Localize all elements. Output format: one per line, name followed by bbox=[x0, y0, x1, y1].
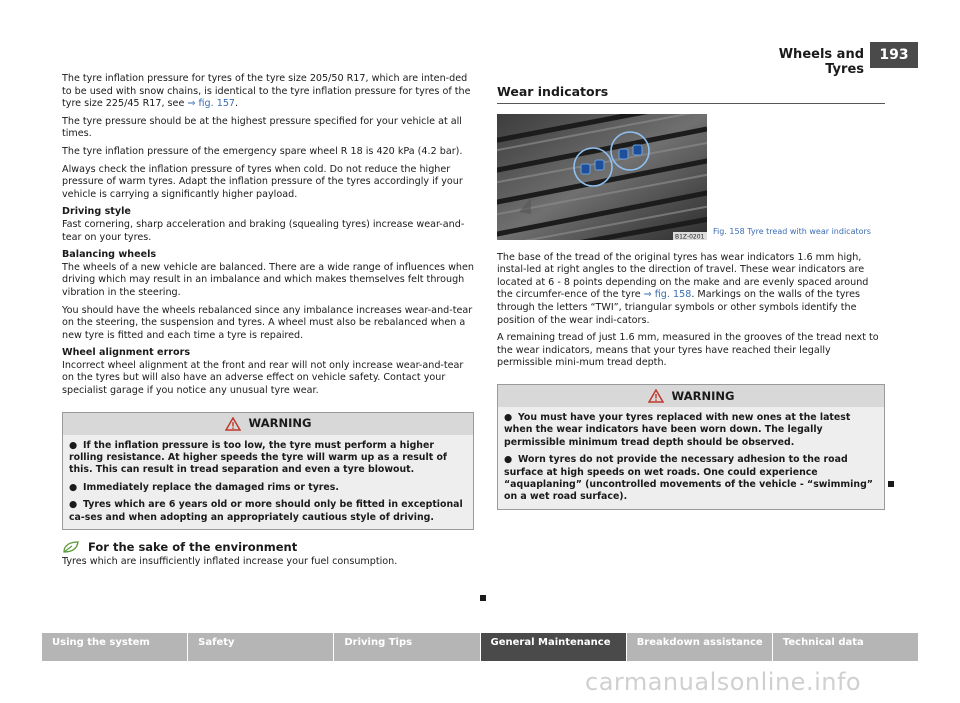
left-column bbox=[62, 73, 474, 574]
warning-body bbox=[498, 407, 884, 509]
warning-text: Immediately replace the damaged rims or tyres. bbox=[83, 481, 339, 493]
paragraph-text: . bbox=[235, 98, 239, 110]
warning-body bbox=[63, 435, 473, 529]
paragraph-text: The tyre inflation pressure for tyres of the tyre size 205/50 R17, which are inten-ded to be used with snow chains, is identical to the tyre inflation pressure for tyres of the tyre size 225/45 R17, see bbox=[62, 73, 471, 110]
page-number: 193 bbox=[870, 42, 918, 68]
warning-item bbox=[69, 499, 467, 524]
chapter-nav-bar bbox=[42, 633, 918, 661]
paragraph-spare-wheel: The tyre inflation pressure of the emergency spare wheel R 18 is 420 kPa (4.2 bar). bbox=[62, 145, 463, 157]
bullet-icon: ● bbox=[69, 439, 78, 451]
nav-tab-safety[interactable]: Safety bbox=[188, 633, 334, 661]
warning-triangle-icon bbox=[648, 389, 664, 403]
warning-item bbox=[69, 440, 467, 477]
environment-leaf-icon bbox=[62, 540, 80, 554]
warning-header bbox=[498, 385, 884, 407]
paragraph-snow-chains bbox=[62, 73, 474, 111]
bullet-icon: ● bbox=[504, 411, 513, 423]
warning-title: WARNING bbox=[248, 416, 312, 431]
paragraph-driving-style: Fast cornering, sharp acceleration and braking (squealing tyres) increase wear-and-tear on your tyres. bbox=[62, 218, 465, 243]
heading-driving-style: Driving style bbox=[62, 206, 131, 218]
environment-title: For the sake of the environment bbox=[88, 539, 298, 554]
figure-158 bbox=[497, 114, 885, 240]
warning-text: Worn tyres do not provide the necessary adhesion to the road surface at high speeds on wet roads. One could experience “aquaplaning” (uncontrolled movements of the vehicle - “swimming” on a wet road surface). bbox=[504, 454, 873, 503]
fig-157-link[interactable]: ⇒ fig. 157 bbox=[187, 98, 236, 110]
warning-box-left bbox=[62, 412, 474, 530]
section-end-marker bbox=[480, 595, 486, 601]
heading-balancing-wheels: Balancing wheels bbox=[62, 249, 157, 261]
bullet-icon: ● bbox=[69, 481, 78, 493]
paragraph-check-cold: Always check the inflation pressure of tyres when cold. Do not reduce the higher pressure of warm tyres. Adapt the inflation pressure of the tyres accordingly if your vehicle is carrying a significantly higher payload. bbox=[62, 163, 463, 200]
section-title-wear-indicators: Wear indicators bbox=[497, 86, 885, 104]
right-column bbox=[497, 86, 885, 510]
paragraph-balancing-1: The wheels of a new vehicle are balanced. There are a wide range of influences when driving which may result in an imbalance and which makes themselves felt through vibration in the steering. bbox=[62, 261, 474, 298]
warning-title: WARNING bbox=[671, 388, 735, 403]
paragraph-remaining-tread: A remaining tread of just 1.6 mm, measured in the grooves of the tread next to the wear indicators, means that your tyres have reached their legally permissible mini-mum tread depth. bbox=[497, 332, 879, 369]
warning-item bbox=[69, 482, 467, 494]
environment-text: Tyres which are insufficiently inflated increase your fuel consumption. bbox=[62, 556, 398, 568]
paragraph-wheel-alignment: Incorrect wheel alignment at the front and rear will not only increase wear-and-tear on the tyres but will also have an adverse effect on vehicle safety. Contact your specialist garage if you notice any unusual tyre wear. bbox=[62, 359, 464, 397]
section-end-marker bbox=[888, 481, 894, 487]
fig-158-link[interactable]: ⇒ fig. 158 bbox=[643, 289, 692, 301]
nav-tab-using-the-system[interactable]: Using the system bbox=[42, 633, 188, 661]
warning-triangle-icon bbox=[225, 417, 241, 431]
nav-tab-general-maintenance[interactable]: General Maintenance bbox=[481, 633, 627, 661]
tyre-tread-image bbox=[497, 114, 707, 240]
environment-heading bbox=[62, 540, 474, 554]
nav-tab-technical-data[interactable]: Technical data bbox=[773, 633, 918, 661]
warning-text: You must have your tyres replaced with new ones at the latest when the wear indicators have been worn down. The legally permissible minimum tread depth should be observed. bbox=[504, 411, 851, 448]
paragraph-tread-base bbox=[497, 252, 885, 328]
warning-header bbox=[63, 413, 473, 435]
bullet-icon: ● bbox=[504, 454, 513, 466]
warning-text: If the inflation pressure is too low, the tyre must perform a higher rolling resistance. At higher speeds the tyre will warm up as a result of this. This can result in tread separation and even a tyre blowout. bbox=[69, 439, 447, 476]
figure-caption: Fig. 158 Tyre tread with wear indicators bbox=[713, 227, 871, 236]
paragraph-balancing-2: You should have the wheels rebalanced since any imbalance increases wear-and-tear on the steering, the suspension and tyres. A wheel must also be rebalanced when a new tyre is fitted and each time a tyre is repaired. bbox=[62, 304, 473, 341]
bullet-icon: ● bbox=[69, 499, 78, 511]
watermark: carmanualsonline.info bbox=[585, 668, 862, 696]
page-section-title: Wheels and Tyres bbox=[778, 47, 864, 77]
warning-text: Tyres which are 6 years old or more should only be fitted in exceptional ca-ses and when adopting an appropriately cautious style of driving. bbox=[69, 499, 463, 523]
heading-wheel-alignment: Wheel alignment errors bbox=[62, 347, 191, 359]
figure-code: B1Z-0201 bbox=[675, 233, 705, 240]
warning-box-right bbox=[497, 384, 885, 510]
warning-item bbox=[504, 454, 878, 504]
warning-item bbox=[504, 412, 878, 449]
paragraph-text: . Markings on the walls of the tyres through the letters “TWI”, triangular symbols or other symbols identify the position of the wear indi-cators. bbox=[497, 289, 861, 326]
paragraph-highest-pressure: The tyre pressure should be at the highest pressure specified for your vehicle at all times. bbox=[62, 115, 462, 140]
nav-tab-driving-tips[interactable]: Driving Tips bbox=[334, 633, 480, 661]
nav-tab-breakdown-assistance[interactable]: Breakdown assistance bbox=[627, 633, 773, 661]
paragraph-text: The base of the tread of the original tyres has wear indicators 1.6 mm high, instal-led at right angles to the direction of travel. These wear indicators are located at 6 - 8 points depending on the make and are evenly spaced around the circumfer-ence of the tyre bbox=[497, 251, 869, 301]
